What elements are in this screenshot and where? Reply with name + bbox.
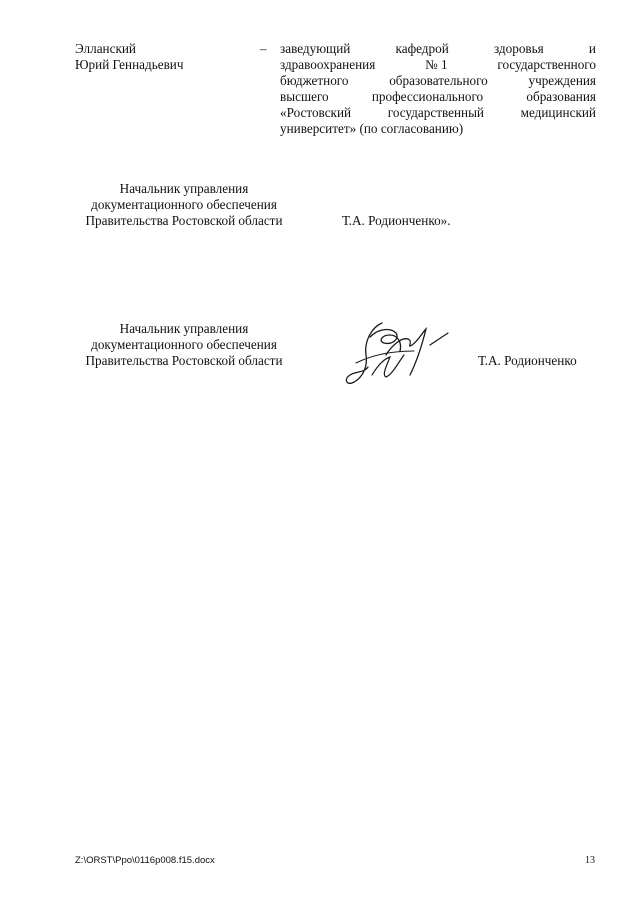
description-word: здоровья xyxy=(493,41,544,56)
page-number: 13 xyxy=(585,855,595,866)
description-word: «Ростовский xyxy=(280,105,352,120)
description-word: университет» (по согласованию) xyxy=(280,121,464,136)
signature-block-title xyxy=(66,321,302,369)
description-word: № 1 xyxy=(425,57,448,72)
description-line xyxy=(280,105,596,121)
position-line-1: Начальник управления xyxy=(119,181,249,196)
description-line xyxy=(280,89,596,105)
description-word: здравоохранения xyxy=(280,57,376,72)
member-surname: Элланский xyxy=(75,41,136,56)
description-word: кафедрой xyxy=(395,41,449,56)
description-word: бюджетного xyxy=(280,73,349,88)
position-line-3: Правительства Ростовской области xyxy=(85,353,283,368)
handwritten-signature xyxy=(342,315,454,395)
footer-file-path: Z:\ORST\Ppo\0116p008.f15.docx xyxy=(75,855,215,866)
signatory-name: Т.А. Родионченко xyxy=(478,353,577,368)
description-word: образовательного xyxy=(389,73,488,88)
description-line xyxy=(280,73,596,89)
description-word: профессионального xyxy=(371,89,484,104)
signatory-name: Т.А. Родионченко». xyxy=(342,213,451,228)
description-word: заведующий xyxy=(280,41,351,56)
description-word: государственный xyxy=(387,105,484,120)
description-line xyxy=(280,121,596,137)
description-word: медицинский xyxy=(520,105,596,120)
member-description xyxy=(280,41,596,137)
position-line-2: документационного обеспечения xyxy=(91,337,277,352)
position-line-2: документационного обеспечения xyxy=(91,197,277,212)
description-word: учреждения xyxy=(528,73,596,88)
description-word: и xyxy=(588,41,596,56)
signature-block-title xyxy=(66,181,302,229)
description-word: государственного xyxy=(497,57,596,72)
description-line xyxy=(280,41,596,57)
member-name xyxy=(75,41,255,73)
description-line xyxy=(280,57,596,73)
description-word: высшего xyxy=(280,89,329,104)
member-given-names: Юрий Геннадьевич xyxy=(75,57,184,72)
position-line-1: Начальник управления xyxy=(119,321,249,336)
description-word: образования xyxy=(526,89,596,104)
position-line-3: Правительства Ростовской области xyxy=(85,213,283,228)
member-dash: – xyxy=(260,41,267,56)
